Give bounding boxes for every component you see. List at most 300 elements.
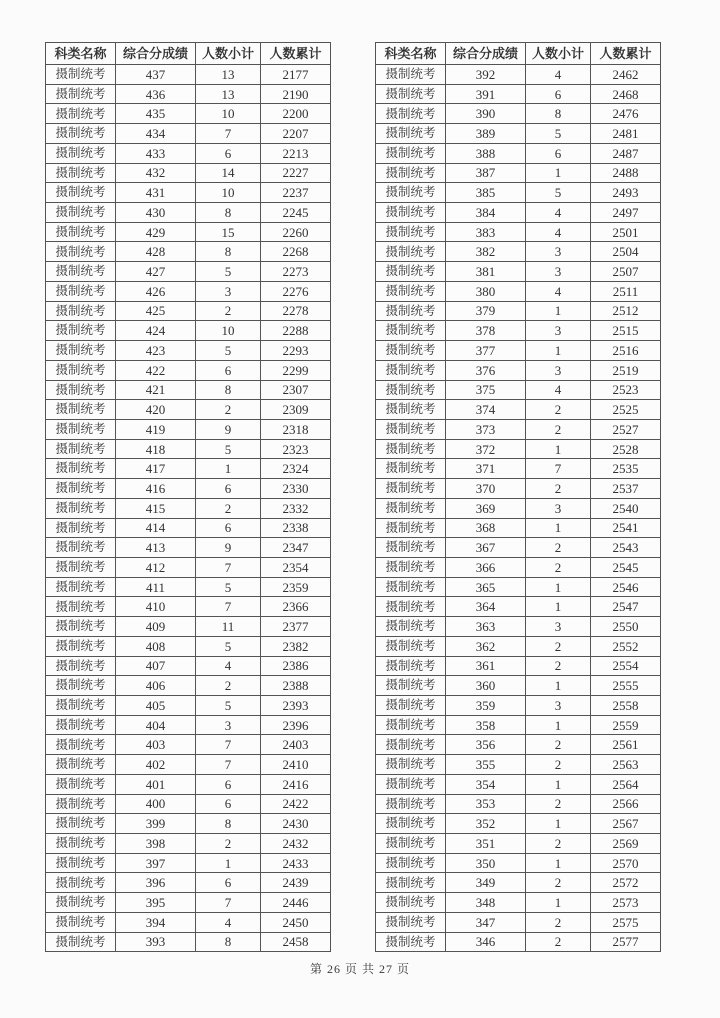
cell-cumulative: 2433: [261, 853, 331, 873]
cell-subtotal: 8: [526, 104, 591, 124]
cell-category: 摄制统考: [376, 124, 446, 144]
cell-subtotal: 2: [526, 873, 591, 893]
cell-score: 350: [446, 853, 526, 873]
table-row: [46, 143, 331, 163]
table-row: [46, 419, 331, 439]
cell-score: 405: [116, 696, 196, 716]
cell-subtotal: 1: [526, 853, 591, 873]
cell-category: 摄制统考: [46, 518, 116, 538]
table-row: [376, 341, 661, 361]
cell-category: 摄制统考: [46, 498, 116, 518]
cell-score: 418: [116, 439, 196, 459]
table-row: [46, 380, 331, 400]
cell-category: 摄制统考: [376, 814, 446, 834]
cell-category: 摄制统考: [376, 557, 446, 577]
cell-score: 368: [446, 518, 526, 538]
table-row: [46, 617, 331, 637]
cell-subtotal: 2: [526, 735, 591, 755]
cell-cumulative: 2507: [591, 262, 661, 282]
table-row: [46, 281, 331, 301]
cell-cumulative: 2547: [591, 597, 661, 617]
cell-cumulative: 2493: [591, 183, 661, 203]
table-row: [376, 794, 661, 814]
cell-subtotal: 4: [526, 281, 591, 301]
cell-cumulative: 2487: [591, 143, 661, 163]
cell-subtotal: 13: [196, 65, 261, 85]
cell-score: 424: [116, 321, 196, 341]
table-row: [376, 656, 661, 676]
cell-cumulative: 2260: [261, 222, 331, 242]
table-row: [376, 143, 661, 163]
cell-subtotal: 3: [526, 321, 591, 341]
cell-subtotal: 4: [526, 203, 591, 223]
cell-subtotal: 2: [526, 656, 591, 676]
cell-cumulative: 2558: [591, 696, 661, 716]
table-row: [376, 400, 661, 420]
cell-category: 摄制统考: [376, 419, 446, 439]
cell-category: 摄制统考: [46, 834, 116, 854]
cell-category: 摄制统考: [46, 538, 116, 558]
cell-score: 381: [446, 262, 526, 282]
cell-score: 382: [446, 242, 526, 262]
cell-subtotal: 7: [196, 893, 261, 913]
cell-cumulative: 2546: [591, 577, 661, 597]
cell-category: 摄制统考: [46, 400, 116, 420]
cell-cumulative: 2501: [591, 222, 661, 242]
cell-cumulative: 2309: [261, 400, 331, 420]
cell-subtotal: 9: [196, 419, 261, 439]
cell-cumulative: 2354: [261, 557, 331, 577]
cell-subtotal: 4: [196, 912, 261, 932]
cell-category: 摄制统考: [46, 459, 116, 479]
cell-score: 377: [446, 341, 526, 361]
cell-cumulative: 2450: [261, 912, 331, 932]
cell-category: 摄制统考: [376, 479, 446, 499]
cell-cumulative: 2525: [591, 400, 661, 420]
table-row: [46, 873, 331, 893]
cell-cumulative: 2207: [261, 124, 331, 144]
cell-score: 406: [116, 676, 196, 696]
table-row: [46, 84, 331, 104]
table-row: [46, 853, 331, 873]
table-row: [46, 439, 331, 459]
cell-cumulative: 2386: [261, 656, 331, 676]
cell-score: 369: [446, 498, 526, 518]
cell-cumulative: 2540: [591, 498, 661, 518]
cell-score: 348: [446, 893, 526, 913]
cell-score: 420: [116, 400, 196, 420]
table-row: [376, 124, 661, 144]
cell-subtotal: 9: [196, 538, 261, 558]
cell-subtotal: 14: [196, 163, 261, 183]
table-row: [376, 834, 661, 854]
cell-score: 398: [116, 834, 196, 854]
cell-cumulative: 2393: [261, 696, 331, 716]
cell-subtotal: 8: [196, 380, 261, 400]
cell-cumulative: 2416: [261, 774, 331, 794]
cell-score: 430: [116, 203, 196, 223]
cell-subtotal: 6: [526, 84, 591, 104]
cell-category: 摄制统考: [46, 143, 116, 163]
cell-subtotal: 1: [196, 459, 261, 479]
cell-subtotal: 3: [526, 242, 591, 262]
cell-subtotal: 3: [526, 696, 591, 716]
cell-score: 347: [446, 912, 526, 932]
cell-cumulative: 2227: [261, 163, 331, 183]
cell-category: 摄制统考: [376, 222, 446, 242]
cell-subtotal: 10: [196, 183, 261, 203]
cell-subtotal: 1: [526, 518, 591, 538]
cell-score: 354: [446, 774, 526, 794]
cell-cumulative: 2430: [261, 814, 331, 834]
cell-subtotal: 7: [196, 557, 261, 577]
cell-category: 摄制统考: [46, 301, 116, 321]
cell-subtotal: 2: [526, 557, 591, 577]
cell-category: 摄制统考: [376, 439, 446, 459]
cell-score: 366: [446, 557, 526, 577]
cell-subtotal: 5: [196, 262, 261, 282]
cell-category: 摄制统考: [376, 794, 446, 814]
cell-score: 404: [116, 715, 196, 735]
cell-subtotal: 8: [196, 814, 261, 834]
table-row: [46, 893, 331, 913]
cell-cumulative: 2570: [591, 853, 661, 873]
cell-cumulative: 2488: [591, 163, 661, 183]
cell-score: 376: [446, 360, 526, 380]
cell-score: 407: [116, 656, 196, 676]
cell-cumulative: 2439: [261, 873, 331, 893]
cell-category: 摄制统考: [376, 932, 446, 952]
cell-score: 352: [446, 814, 526, 834]
cell-category: 摄制统考: [46, 222, 116, 242]
cell-cumulative: 2563: [591, 755, 661, 775]
cell-cumulative: 2268: [261, 242, 331, 262]
table-row: [376, 262, 661, 282]
cell-score: 365: [446, 577, 526, 597]
cell-category: 摄制统考: [376, 360, 446, 380]
cell-category: 摄制统考: [46, 479, 116, 499]
cell-score: 417: [116, 459, 196, 479]
cell-score: 383: [446, 222, 526, 242]
cell-subtotal: 2: [526, 794, 591, 814]
cell-subtotal: 1: [526, 597, 591, 617]
cell-category: 摄制统考: [376, 203, 446, 223]
cell-subtotal: 5: [526, 183, 591, 203]
table-row: [46, 715, 331, 735]
table-row: [46, 262, 331, 282]
cell-subtotal: 2: [526, 419, 591, 439]
table-row: [46, 912, 331, 932]
cell-subtotal: 3: [526, 262, 591, 282]
cell-cumulative: 2561: [591, 735, 661, 755]
cell-score: 378: [446, 321, 526, 341]
table-row: [376, 932, 661, 952]
cell-subtotal: 6: [196, 774, 261, 794]
cell-score: 421: [116, 380, 196, 400]
cell-cumulative: 2572: [591, 873, 661, 893]
cell-score: 429: [116, 222, 196, 242]
cell-cumulative: 2377: [261, 617, 331, 637]
table-row: [46, 124, 331, 144]
cell-cumulative: 2382: [261, 636, 331, 656]
cell-category: 摄制统考: [46, 65, 116, 85]
cell-subtotal: 4: [196, 656, 261, 676]
cell-subtotal: 1: [526, 341, 591, 361]
table-row: [46, 518, 331, 538]
cell-cumulative: 2564: [591, 774, 661, 794]
cell-subtotal: 6: [196, 518, 261, 538]
table-row: [46, 360, 331, 380]
cell-subtotal: 2: [196, 301, 261, 321]
cell-subtotal: 8: [196, 932, 261, 952]
cell-subtotal: 1: [196, 853, 261, 873]
cell-score: 399: [116, 814, 196, 834]
cell-category: 摄制统考: [376, 893, 446, 913]
cell-cumulative: 2410: [261, 755, 331, 775]
cell-score: 372: [446, 439, 526, 459]
cell-score: 389: [446, 124, 526, 144]
cell-subtotal: 4: [526, 222, 591, 242]
table-row: [46, 321, 331, 341]
cell-category: 摄制统考: [376, 281, 446, 301]
cell-category: 摄制统考: [376, 577, 446, 597]
cell-score: 375: [446, 380, 526, 400]
cell-score: 349: [446, 873, 526, 893]
cell-cumulative: 2278: [261, 301, 331, 321]
cell-cumulative: 2550: [591, 617, 661, 637]
table-row: [376, 597, 661, 617]
cell-subtotal: 6: [196, 143, 261, 163]
cell-score: 426: [116, 281, 196, 301]
cell-category: 摄制统考: [46, 794, 116, 814]
cell-subtotal: 1: [526, 774, 591, 794]
cell-score: 379: [446, 301, 526, 321]
table-row: [376, 163, 661, 183]
cell-cumulative: 2577: [591, 932, 661, 952]
cell-category: 摄制统考: [46, 203, 116, 223]
table-row: [376, 696, 661, 716]
cell-category: 摄制统考: [46, 360, 116, 380]
cell-score: 401: [116, 774, 196, 794]
table-row: [46, 932, 331, 952]
cell-cumulative: 2318: [261, 419, 331, 439]
cell-score: 427: [116, 262, 196, 282]
table-row: [46, 814, 331, 834]
table-row: [376, 439, 661, 459]
cell-category: 摄制统考: [46, 84, 116, 104]
cell-cumulative: 2323: [261, 439, 331, 459]
column-header-cumulative: 人数累计: [261, 43, 331, 65]
cell-subtotal: 7: [196, 735, 261, 755]
cell-category: 摄制统考: [46, 557, 116, 577]
cell-cumulative: 2511: [591, 281, 661, 301]
cell-category: 摄制统考: [46, 617, 116, 637]
cell-score: 380: [446, 281, 526, 301]
cell-score: 432: [116, 163, 196, 183]
table-row: [376, 65, 661, 85]
cell-category: 摄制统考: [46, 321, 116, 341]
cell-cumulative: 2575: [591, 912, 661, 932]
cell-cumulative: 2237: [261, 183, 331, 203]
cell-cumulative: 2403: [261, 735, 331, 755]
cell-score: 387: [446, 163, 526, 183]
cell-cumulative: 2276: [261, 281, 331, 301]
cell-cumulative: 2288: [261, 321, 331, 341]
cell-cumulative: 2330: [261, 479, 331, 499]
table-row: [376, 498, 661, 518]
cell-subtotal: 5: [196, 577, 261, 597]
cell-category: 摄制统考: [376, 538, 446, 558]
cell-category: 摄制统考: [376, 735, 446, 755]
cell-cumulative: 2497: [591, 203, 661, 223]
table-row: [376, 853, 661, 873]
cell-score: 425: [116, 301, 196, 321]
cell-category: 摄制统考: [376, 597, 446, 617]
table-row: [376, 636, 661, 656]
cell-score: 437: [116, 65, 196, 85]
cell-cumulative: 2458: [261, 932, 331, 952]
table-row: [46, 341, 331, 361]
cell-subtotal: 2: [526, 538, 591, 558]
cell-subtotal: 3: [526, 498, 591, 518]
table-row: [376, 242, 661, 262]
cell-score: 367: [446, 538, 526, 558]
table-row: [376, 479, 661, 499]
cell-subtotal: 1: [526, 577, 591, 597]
cell-subtotal: 7: [196, 597, 261, 617]
cell-score: 346: [446, 932, 526, 952]
cell-subtotal: 2: [526, 834, 591, 854]
table-row: [376, 912, 661, 932]
cell-cumulative: 2307: [261, 380, 331, 400]
table-row: [376, 84, 661, 104]
table-row: [46, 183, 331, 203]
cell-cumulative: 2324: [261, 459, 331, 479]
table-row: [376, 538, 661, 558]
cell-subtotal: 13: [196, 84, 261, 104]
table-row: [46, 203, 331, 223]
cell-category: 摄制统考: [376, 380, 446, 400]
table-row: [46, 65, 331, 85]
cell-score: 434: [116, 124, 196, 144]
table-row: [376, 735, 661, 755]
cell-cumulative: 2537: [591, 479, 661, 499]
cell-category: 摄制统考: [46, 183, 116, 203]
cell-subtotal: 1: [526, 163, 591, 183]
cell-subtotal: 7: [526, 459, 591, 479]
table-header-row: [46, 43, 331, 65]
cell-score: 363: [446, 617, 526, 637]
cell-cumulative: 2476: [591, 104, 661, 124]
cell-score: 374: [446, 400, 526, 420]
cell-category: 摄制统考: [376, 873, 446, 893]
cell-score: 392: [446, 65, 526, 85]
table-row: [46, 222, 331, 242]
cell-score: 391: [446, 84, 526, 104]
cell-score: 397: [116, 853, 196, 873]
table-row: [46, 459, 331, 479]
cell-category: 摄制统考: [376, 715, 446, 735]
cell-cumulative: 2245: [261, 203, 331, 223]
cell-category: 摄制统考: [46, 932, 116, 952]
cell-category: 摄制统考: [376, 183, 446, 203]
cell-subtotal: 7: [196, 124, 261, 144]
cell-score: 384: [446, 203, 526, 223]
table-row: [376, 617, 661, 637]
cell-score: 415: [116, 498, 196, 518]
cell-category: 摄制统考: [46, 656, 116, 676]
cell-category: 摄制统考: [46, 735, 116, 755]
cell-score: 388: [446, 143, 526, 163]
cell-category: 摄制统考: [376, 242, 446, 262]
cell-category: 摄制统考: [46, 163, 116, 183]
cell-score: 364: [446, 597, 526, 617]
cell-subtotal: 1: [526, 439, 591, 459]
cell-subtotal: 2: [196, 834, 261, 854]
table-row: [376, 715, 661, 735]
table-row: [376, 557, 661, 577]
table-row: [376, 281, 661, 301]
cell-category: 摄制统考: [46, 577, 116, 597]
cell-score: 413: [116, 538, 196, 558]
cell-score: 403: [116, 735, 196, 755]
cell-subtotal: 7: [196, 755, 261, 775]
cell-cumulative: 2388: [261, 676, 331, 696]
cell-cumulative: 2273: [261, 262, 331, 282]
cell-category: 摄制统考: [46, 853, 116, 873]
cell-subtotal: 2: [526, 400, 591, 420]
table-row: [46, 656, 331, 676]
cell-category: 摄制统考: [376, 696, 446, 716]
cell-score: 395: [116, 893, 196, 913]
cell-category: 摄制统考: [376, 636, 446, 656]
cell-subtotal: 10: [196, 321, 261, 341]
cell-score: 408: [116, 636, 196, 656]
cell-subtotal: 5: [196, 696, 261, 716]
table-row: [46, 557, 331, 577]
cell-cumulative: 2573: [591, 893, 661, 913]
table-row: [376, 321, 661, 341]
cell-category: 摄制统考: [376, 143, 446, 163]
cell-subtotal: 15: [196, 222, 261, 242]
cell-subtotal: 3: [196, 715, 261, 735]
table-row: [46, 242, 331, 262]
column-header-subtotal: 人数小计: [526, 43, 591, 65]
cell-subtotal: 5: [196, 439, 261, 459]
table-header-row: [376, 43, 661, 65]
cell-subtotal: 3: [526, 360, 591, 380]
cell-category: 摄制统考: [376, 676, 446, 696]
cell-cumulative: 2566: [591, 794, 661, 814]
table-row: [46, 597, 331, 617]
cell-category: 摄制统考: [376, 834, 446, 854]
cell-score: 370: [446, 479, 526, 499]
column-header-category: 科类名称: [376, 43, 446, 65]
cell-category: 摄制统考: [46, 715, 116, 735]
cell-cumulative: 2213: [261, 143, 331, 163]
cell-cumulative: 2338: [261, 518, 331, 538]
cell-category: 摄制统考: [46, 281, 116, 301]
table-row: [46, 479, 331, 499]
cell-category: 摄制统考: [46, 636, 116, 656]
cell-category: 摄制统考: [376, 774, 446, 794]
table-row: [46, 577, 331, 597]
cell-subtotal: 2: [196, 498, 261, 518]
table-row: [376, 873, 661, 893]
cell-category: 摄制统考: [46, 262, 116, 282]
cell-subtotal: 6: [196, 794, 261, 814]
cell-cumulative: 2552: [591, 636, 661, 656]
